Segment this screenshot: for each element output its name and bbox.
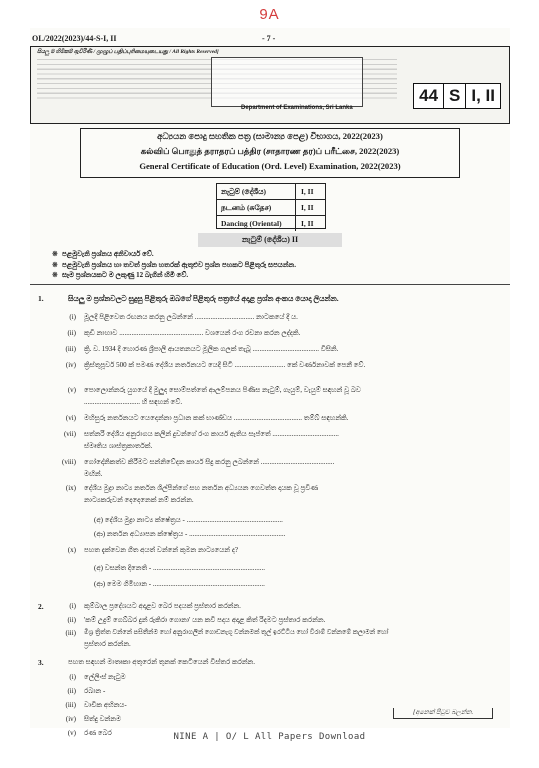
subject-label: Dancing (Oriental) <box>217 216 296 231</box>
section-heading: නැටුම් (දේශීය) II <box>198 233 342 247</box>
subject-label: නැටුම් (දේශීය) <box>217 184 296 199</box>
department-name: Department of Examinations, Sri Lanka <box>241 105 353 111</box>
title-tamil: கல்விப் பொதுத் தராதரப் பத்திர (சாதாரண தர)ப் பரீட்சை, 2022(2023) <box>140 146 400 156</box>
code-box-parts: I, II <box>471 86 495 105</box>
instruction-item: ※ පළමුවැනි ප්‍රශ්නය හා තවත් ප්‍රශ්න හතරක් ඇතුළුව ප්‍රශ්න පහකට පිළිතුරු සපයන්න. <box>52 260 296 269</box>
question-number: 3. <box>38 658 44 667</box>
question-number: 2. <box>38 602 44 611</box>
subject-label: நடனம் (சுதேச) <box>217 200 296 215</box>
divider <box>30 284 510 285</box>
instruction-item: ※ සෑම ප්‍රශ්නයකට ම ලකුණු 12 බැගින් හිමි වේ. <box>52 271 189 279</box>
subject-row <box>217 184 325 200</box>
asterisk-icon: ※ <box>52 250 58 258</box>
page-number: - 7 - <box>262 34 276 43</box>
asterisk-icon: ※ <box>52 260 58 269</box>
code-box-letter: S <box>444 84 466 108</box>
exam-title-box <box>80 128 460 178</box>
title-sinhala: අධ්‍යයන පොදු සහතික පත්‍ර (සාමාන්‍ය පෙළ) විභාගය, 2022(2023) <box>157 131 383 141</box>
question-text: පහත සඳහන් මාතෘකා අතුරෙන් තුනක් කෙටියෙන් විස්තර කරන්න. <box>68 658 255 666</box>
subject-row <box>217 200 325 216</box>
copyright-banner <box>30 46 510 124</box>
title-english: General Certificate of Education (Ord. Level) Examination, 2022(2023) <box>139 161 401 171</box>
subject-code-box <box>413 83 501 109</box>
asterisk-icon: ※ <box>52 271 58 279</box>
page-watermark: 9A <box>259 6 280 23</box>
subject-value: I, II <box>301 203 314 212</box>
question-number: 1. <box>38 294 44 303</box>
exam-sheet: OL/2022(2023)/44-S-I, II - 7 - සියලු ම හිමිකම් ඇවිරිණි / முழுப் பதிப்புரிமையுடையது / All Rights Reserved] Department of Examinations, Sri Lanka 44 S I, II අධ්‍යයන පොදු සහතික පත්‍ර (සාමාන්‍ය පෙළ) විභාගය, 2022(2023) கல்விப் பொதுத் தராதரப் பத்திர (சாதாரண தர)ப் பரீட்சை, 2022(2023) General Certificate of Education (Ord. Level) Examination, 2022(2023) නැටුම් (දේශීය) I, II நடனம் (சுதேச) I, II Dancing (Oriental) I, II නැටුම් (දේශීය) II ※ පළමුවැනි ප්‍රශ්නය අනිවාර්ය වේ. ※ පළමුවැනි ප්‍රශ්නය හා තවත් ප්‍රශ්න හතරක් ඇතුළුව ප්‍රශ්න පහකට පිළිතුරු සපයන්න. ※ සෑම ප්‍රශ්නයකට ම ලකුණු 12 බැගින් හිමි වේ. 1. සියලු ම ප්‍රශ්නවලට සුදුසු පිළිතුරු ඔබගේ පිළිතුරු පත්‍රයේ අදාළ ප්‍රශ්න අංකය යොදා ලියන්න. (i) මූලදී පිළිවෙත රඟනය කරනු ලබන්නේ .................................. නාටකයේ දී ය. (ii) කුඩී නාහාව ................................................ වශයෙන් රංග රචනා කරන ලද්දකි. (iii) ක්‍රි. ව. 1934 දී හොරණ ශ්‍රීපාලි ආයතනයට මූලික ගලක් තැබූ ...................................... විසිනි. (iv) ක්‍රිස්තුපූර්ව 500 ක් පමණ දේශීය නර්තනයට යෙදී සිටි ............................. කේ වර්ණනාවක් පෙනී වේ. (v) පොලොන්නරු යුගයේ දී මුලුද සොම්පත්තේ ආලම්පනය පිණිස නැටුම්, ගැයුම්, වැයුම් සඳහන් වූ බව ................................ හි සඳහන් වේ. (vi) මහිසුරු නර්තනයට යෙදෙන්නා ප්‍රධාන කක් භාණ්ඩය ....................................... තම්බ් සඳහන්කි. (vii) සත්නරි දේශීය අනුරාගය කලින් දුවන්ගේ රංග කාර්ය ඇතිය සැප්තේ ...................................... ස්මෘතිය ශාස්ත්‍රකාර්තක්. (viii) ගෝදෝනිකත්ව කිරීමට සන්නිවේදන කාර්ය සිදු කරනු ලබන්නේ .......................................... මඟින්. (ix) දේශීය මුද්‍රා නාට්‍ය නර්තන ශිල්පීන්ගේ සහ නර්තන අධ්‍යයන ගෙවත්ත දායක වූ ප්‍රවීණ නාට්‍යකරුවන් දෙදෙනෙක් නම් කරන්න. (අ) දේශීය මුද්‍රා නාට්‍ය ක්ෂේත්‍රය - ....................................................... (ආ) නර්තන අධ්‍යාපන ක්ෂේත්‍රය - ....................................................... (x) පහත දැක්වෙන ගීත අයත් වන්නේ කුමන නාට්‍යයෙන් ද? (අ) වසන්ත දිනෙති - ................................................................ (ආ) මෙම ගිමිහාන - ................................................................ 2. (i) කුම්බාල ප්‍රදේශයට අදාළව බෙර පදයක් ප්‍රස්තාර කරන්න. (ii) 'කම් උදුම් ගෙබ්බර දුන් රුකිරා ගොනා' යන කවි පදය අදාළ කිත් රිදමට ප්‍රස්තාර කරන්න. (iii) මිශ්‍ර ත්‍රිත්ත වන්නේ පසිතීන්ම හෝ අනුරාගලින් ගොඩනැගූ වන්නමක් තුල් ඉරට්ටිය හෝ විරාම් වන්නමේ කලාමන් හෝ ප්‍රස්තාර කරන්න. 3. පහත සඳහන් මාතෘකා අතුරෙන් තුනක් කෙටියෙන් විස්තර කරන්න. (i) ලේලිංස් නැටුම (ii) රබාන - (iii) වාචික අභිනය- (iv) සිත්දු වන්නම (v) රණ බෙර [අනෙක් පිටුව බලන්න. <box>30 28 510 728</box>
banner-seal <box>211 57 363 107</box>
subject-value: I, II <box>301 187 314 196</box>
subject-box <box>216 183 326 229</box>
turn-over-note: [අනෙක් පිටුව බලන්න. <box>393 708 493 719</box>
paper-code: OL/2022(2023)/44-S-I, II <box>32 34 117 43</box>
question-text: සියලු ම ප්‍රශ්නවලට සුදුසු පිළිතුරු ඔබගේ පිළිතුරු පත්‍රයේ අදාළ ප්‍රශ්න අංකය යොදා ලියන්න. <box>68 294 339 303</box>
code-box-number: 44 <box>414 84 444 108</box>
subject-value: I, II <box>301 219 314 228</box>
top-line <box>30 34 510 46</box>
footer-text: NINE A | O/ L All Papers Download <box>173 732 366 742</box>
copyright-notice: සියලු ම හිමිකම් ඇවිරිණි / முழுப் பதிப்புரிமையுடையது / All Rights Reserved] <box>37 49 219 55</box>
instruction-item: ※ පළමුවැනි ප්‍රශ්නය අනිවාර්ය වේ. <box>52 250 154 258</box>
subject-row <box>217 216 325 231</box>
instructions <box>52 249 296 281</box>
